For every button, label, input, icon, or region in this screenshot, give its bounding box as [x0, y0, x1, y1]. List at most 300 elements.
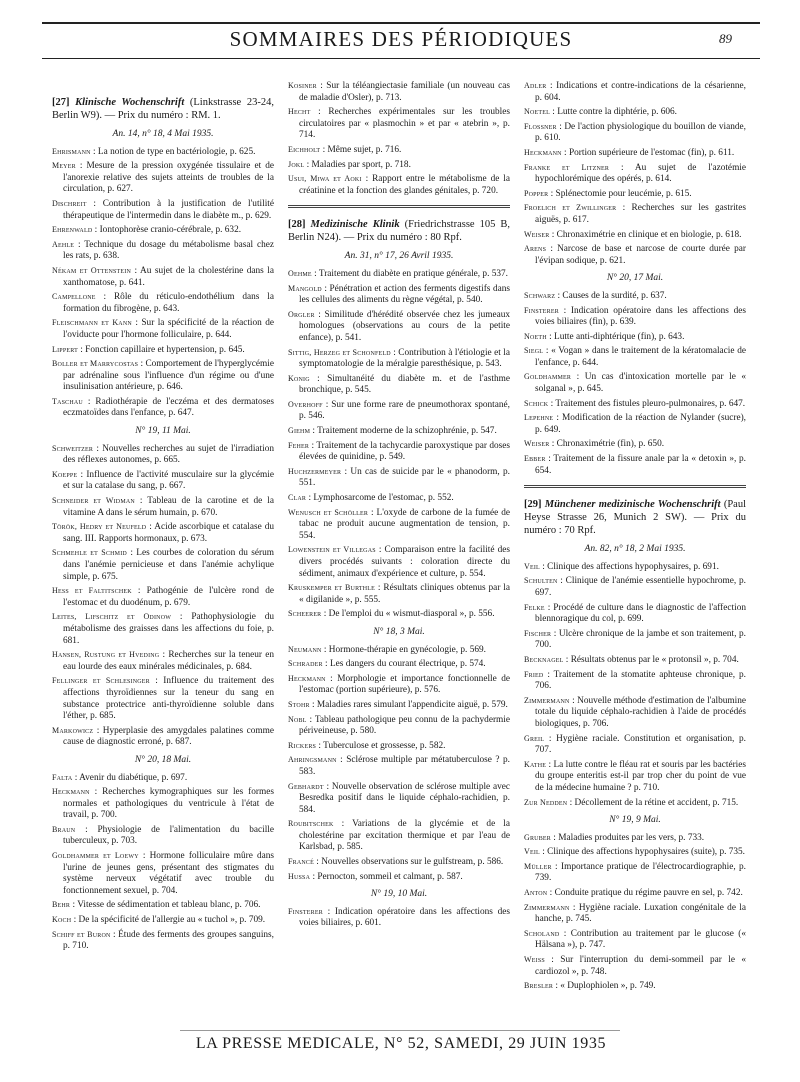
article-entry: [52, 396, 274, 420]
article-author: Hess et Faltitschek: [52, 586, 132, 596]
article-title: : Influence de l'activité musculaire sur la glycémie et sur la catalase du sang, p. 667.: [63, 469, 274, 492]
article-author: Fellinger et Schlesinger: [52, 676, 150, 686]
article-author: Weiser: [524, 229, 550, 239]
article-author: Scheerer: [288, 609, 322, 619]
article-author: Wenusch et Schöller: [288, 507, 369, 517]
issue-heading: An. 31, n° 17, 26 Avril 1935.: [344, 251, 454, 262]
article-author: Meyer: [52, 161, 76, 171]
article-author: Gruber: [524, 832, 551, 842]
article-title: : Chronaximétrie (fin), p. 650.: [549, 439, 665, 450]
article-title: : Pénétration et action des ferments digestifs dans les cellules des aliments du règne végétal, p. 540.: [299, 283, 510, 306]
article-entry: [52, 929, 274, 953]
journal-details: (Paul Heyse Strasse 26, Munich 2 SW). — Prix du numéro : 70 Rpf.: [524, 499, 746, 537]
article-entry: [524, 561, 746, 574]
article-entry: [52, 585, 274, 609]
article-entry: [524, 121, 746, 145]
article-title: : Tableau pathologique peu connu de la pachydermie périveineuse, p. 580.: [299, 714, 510, 737]
article-title: : Contribution à la justification de l'utilité thérapeutique de l'intermedin dans le diabète m., p. 629.: [63, 198, 274, 221]
article-entry: [524, 861, 746, 885]
column-middle: [288, 80, 510, 932]
article-author: Lippert: [52, 344, 78, 354]
article-author: Hecht: [288, 107, 311, 117]
article-author: Hussa: [288, 871, 311, 881]
article-title: : Avenir du diabétique, p. 697.: [72, 772, 188, 783]
article-author: Weiser: [524, 439, 550, 449]
article-entry: [52, 786, 274, 822]
article-title: : Clinique des affections hypophysaires, p. 691.: [539, 561, 719, 572]
article-title: : Comportement de l'hyperglycémie par adrénaline sous l'influence d'un régime ou d'une insulinisation antérieure, p. 646.: [63, 359, 274, 393]
article-entry: [524, 229, 746, 242]
article-author: Zimmermann: [524, 695, 570, 705]
footer-rule: [180, 1030, 620, 1031]
article-title: : Traitement du diabète en pratique générale, p. 537.: [311, 268, 508, 279]
article-author: Heckmann: [288, 673, 326, 683]
article-author: Fischer: [524, 628, 552, 638]
article-author: Hansen, Rustung et Hveding: [52, 650, 160, 660]
article-title: : Nouvelle observation de sclérose multiple avec Besredka positif dans le liquide céphalo-rachidien, p. 584.: [299, 781, 510, 815]
article-entry: [524, 954, 746, 978]
article-entry: [524, 832, 746, 845]
article-author: Ehrenwald: [52, 225, 93, 235]
article-entry: [52, 649, 274, 673]
article-author: Heckmann: [52, 787, 90, 797]
article-entry: [524, 695, 746, 731]
article-title: : Conduite pratique du régime pauvre en sel, p. 742.: [547, 888, 743, 899]
article-author: Braun: [52, 824, 76, 834]
article-author: Aehle: [52, 239, 75, 249]
article-author: Anton: [524, 888, 548, 898]
issue-heading: An. 82, n° 18, 2 Mai 1935.: [584, 544, 686, 555]
article-title: : La lutte contre le fléau rat et souris par les bactéries du groupe enteritis est-il par trop cher du point de vue de la médecine humaine ? p. 710.: [535, 759, 746, 793]
article-entry: [52, 521, 274, 545]
article-title: : Radiothérapie de l'eczéma et des dermatoses eczmatoïdes dans l'enfance, p. 647.: [63, 396, 274, 419]
article-author: Boller et Marrycostas: [52, 359, 139, 369]
article-entry: [288, 754, 510, 778]
article-title: : Nouvelles observations sur le gulfstream, p. 586.: [313, 857, 504, 868]
article-entry: [524, 453, 746, 477]
article-entry: [288, 906, 510, 930]
article-entry: [288, 268, 510, 281]
article-title: : Sur la spécificité de la réaction de l'oviducte pour l'hormone folliculaire, p. 644.: [63, 318, 274, 340]
article-entry: [288, 159, 510, 172]
article-entry: [52, 317, 274, 341]
article-author: Bresler: [524, 981, 554, 991]
article-title: : Fonction capillaire et hypertension, p. 645.: [77, 344, 245, 355]
article-title: : Physiologie de l'alimentation du bacille tuberculeux, p. 703.: [63, 824, 274, 847]
article-title: : Similitude d'hérédité observée chez les jumeaux homologues (observations au cours de la petite enfance), p. 541.: [299, 309, 510, 343]
article-title: : Sur une forme rare de pneumothorax spontané, p. 546.: [299, 399, 510, 422]
article-author: Ehrismann: [52, 146, 91, 156]
article-author: Schick: [524, 398, 549, 408]
article-author: Clar: [288, 493, 307, 503]
article-author: Heckmann: [524, 147, 562, 157]
article-author: Finsterer: [288, 906, 323, 916]
article-title: : Hormone folliculaire mûre dans l'urine de jeunes gens, présentant des stigmates du système nerveux végétatif avec trouble du fonctionnement sexuel, p. 704.: [63, 851, 274, 896]
article-author: Feher: [288, 440, 310, 450]
article-entry: [288, 644, 510, 657]
article-entry: [524, 290, 746, 303]
article-author: Schrader: [288, 659, 323, 669]
article-title: : Les courbes de coloration du sérum dans l'anémie pernicieuse et dans l'anémie achylique simple, p. 675.: [63, 548, 275, 582]
article-title: : Hygiène raciale. Luxation congénitale de la hanche, p. 745.: [535, 902, 746, 925]
article-title: : Rapport entre le métabolisme de la créatinine et la fonction des glandes génitales, p. 720.: [299, 174, 510, 196]
article-entry: [288, 283, 510, 307]
article-author: Ebber: [524, 454, 546, 464]
article-author: Noeth: [524, 331, 547, 341]
article-author: Oehme: [288, 268, 312, 278]
article-entry: [524, 797, 746, 810]
article-entry: [52, 495, 274, 519]
column-left: [52, 96, 274, 955]
journal-details: (Linkstrasse 23-24, Berlin W9). — Prix du numéro : RM. 1.: [52, 97, 274, 121]
article-entry: [524, 162, 746, 186]
article-entry: [288, 399, 510, 423]
article-entry: [524, 602, 746, 626]
article-author: Kathe: [524, 759, 547, 769]
article-title: : Résultats cliniques obtenus par la « digilanide », p. 555.: [299, 583, 510, 605]
article-author: Rickers: [288, 740, 317, 750]
article-entry: [52, 344, 274, 357]
article-entry: [52, 469, 274, 493]
article-author: Mangold: [288, 283, 322, 293]
article-title: : Morphologie et importance fonctionnelle de l'estomac (portion supérieure), p. 576.: [299, 673, 510, 696]
article-author: Konig: [288, 373, 310, 383]
article-title: : Traitement de la fissure anale par la « detoxin », p. 654.: [535, 454, 746, 476]
article-title: : Recherches expérimentales sur les troubles circulatoires par « plasmochin » et par « atebrin », p. 714.: [299, 107, 510, 141]
article-entry: [288, 80, 510, 104]
article-author: Sittig, Herzeg et Schonfeld: [288, 347, 391, 357]
article-entry: [524, 243, 746, 267]
article-author: Jokl: [288, 159, 305, 169]
article-author: Nékam et Ottenstein: [52, 265, 131, 275]
article-entry: [52, 265, 274, 289]
article-entry: [52, 224, 274, 237]
article-author: Scholand: [524, 928, 560, 938]
journal-details: (Friedrichstrasse 105 B, Berlin N24). — Prix du numéro : 80 Rpf.: [288, 219, 511, 244]
column-right: [524, 80, 746, 995]
article-author: Franke et Litzner: [524, 162, 610, 172]
article-author: Weiss: [524, 955, 545, 965]
article-author: Müller: [524, 861, 552, 871]
section-divider: [524, 485, 746, 488]
article-entry: [52, 824, 274, 848]
article-title: : Même sujet, p. 716.: [320, 144, 402, 155]
article-author: Ahringsmann: [288, 755, 337, 765]
article-author: Francé: [288, 857, 314, 867]
article-entry: [288, 425, 510, 438]
article-author: Finsterer: [524, 305, 559, 315]
article-entry: [524, 887, 746, 900]
article-title: : Indication opératoire dans les affections des voies biliaires, p. 601.: [299, 906, 510, 929]
article-author: Nobl: [288, 714, 307, 724]
article-entry: [52, 291, 274, 315]
page-title: SOMMAIRES DES PÉRIODIQUES: [229, 27, 573, 51]
article-entry: [288, 507, 510, 543]
article-title: : Décollement de la rétine et accident, p. 715.: [567, 797, 739, 808]
article-title: : Indications et contre-indications de la césarienne, p. 604.: [535, 81, 746, 103]
article-author: Goldhammer: [524, 372, 572, 382]
article-author: Schneider et Widman: [52, 496, 135, 506]
article-entry: [524, 80, 746, 104]
article-author: Neumann: [288, 644, 322, 654]
article-entry: [288, 658, 510, 671]
article-entry: [288, 440, 510, 464]
article-title: : Étude des ferments des groupes sanguins, p. 710.: [63, 929, 274, 952]
article-title: : Hormone-thérapie en gynécologie, p. 569.: [321, 644, 486, 655]
article-title: : Lymphosarcome de l'estomac, p. 552.: [306, 493, 454, 504]
article-author: Kruskemper et Burthle: [288, 583, 376, 593]
article-title: : La notion de type en bactériologie, p. 625.: [90, 146, 256, 157]
issue-heading: An. 14, n° 18, 4 Mai 1935.: [112, 129, 214, 139]
article-title: : Traitement des fistules pleuro-pulmonaires, p. 647.: [548, 398, 746, 409]
article-entry: [524, 733, 746, 757]
journal-heading: [52, 96, 274, 122]
article-title: : Vitesse de sédimentation et tableau blanc, p. 706.: [70, 900, 261, 911]
article-title: : De l'emploi du « wismut-diasporal », p. 556.: [321, 609, 495, 620]
article-title: : Maladies produites par les vers, p. 733.: [550, 832, 705, 843]
article-author: Schulten: [524, 576, 558, 586]
article-title: : Pernocton, sommeil et calmant, p. 587.: [310, 871, 463, 882]
article-title: : Portion supérieure de l'estomac (fin), p. 611.: [561, 147, 735, 158]
issue-heading: N° 19, 10 Mai.: [370, 889, 428, 900]
article-entry: [52, 675, 274, 722]
article-entry: [524, 654, 746, 667]
article-entry: [524, 412, 746, 436]
article-entry: [288, 466, 510, 490]
article-title: : Pathophysiologie du métabolisme des graisses dans les affections du foie, p. 681.: [63, 612, 274, 646]
journal-title: Klinische Wochenschrift: [75, 97, 185, 108]
article-title: : Contribution à l'étiologie et la symptomatologie de la méralgie paresthésique, p. 543.: [299, 347, 510, 370]
article-entry: [524, 575, 746, 599]
article-title: : Importance pratique de l'électrocardiographie, p. 739.: [535, 861, 746, 884]
article-entry: [52, 146, 274, 159]
article-author: Schiff et Buron: [52, 929, 111, 939]
article-entry: [288, 856, 510, 869]
article-author: Lowenstein et Villegas: [288, 545, 376, 555]
article-title: : Acide ascorbique et catalase du sang. III. Rapports hormonaux, p. 673.: [63, 522, 274, 544]
article-author: Fried: [524, 669, 544, 679]
article-entry: [52, 239, 274, 263]
article-author: Popper: [524, 188, 549, 198]
article-entry: [288, 173, 510, 197]
article-author: Campellone: [52, 292, 96, 302]
article-title: : Narcose de base et narcose de courte durée par l'évipan sodique, p. 621.: [535, 244, 746, 266]
article-entry: [52, 358, 274, 394]
article-title: : Maladies rares simulant l'appendicite aiguë, p. 579.: [309, 699, 508, 710]
article-title: : Mesure de la pression oxygénée tissulaire et de l'anorexie relative des sujets atteints de troubles de la circulation, p. 627.: [63, 161, 274, 195]
article-title: : Technique du dosage du métabolisme basal chez les rats, p. 638.: [63, 239, 274, 262]
article-author: Froelich et Zwillinger: [524, 203, 617, 213]
journal-number: [29]: [524, 499, 545, 511]
article-title: : Chronaximétrie en clinique et en biologie, p. 618.: [549, 229, 742, 240]
article-entry: [52, 850, 274, 897]
article-entry: [288, 309, 510, 345]
article-author: Schmehle et Schmid: [52, 548, 127, 558]
section-divider: [288, 205, 510, 208]
article-author: Fleischmann et Kann: [52, 318, 132, 328]
article-author: Veil: [524, 847, 540, 857]
article-author: Behr: [52, 900, 71, 910]
article-entry: [524, 846, 746, 859]
article-title: : « Duplophiolen », p. 749.: [553, 981, 656, 992]
article-author: Gebhardt: [288, 781, 324, 791]
article-author: Schweitzer: [52, 443, 94, 453]
issue-heading: N° 20, 18 Mai.: [134, 754, 192, 765]
article-author: Becknagel: [524, 654, 564, 664]
article-entry: [52, 899, 274, 912]
article-title: : Hygiène raciale. Constitution et organisation, p. 707.: [535, 733, 746, 756]
page-number: 89: [719, 31, 732, 46]
article-author: Arens: [524, 244, 547, 254]
article-author: Veil: [524, 561, 540, 571]
article-entry: [524, 980, 746, 993]
article-author: Dischreit: [52, 198, 87, 208]
article-entry: [524, 345, 746, 369]
article-entry: [288, 608, 510, 621]
article-title: : Traitement moderne de la schizophrénie, p. 547.: [310, 426, 497, 437]
article-author: Orgler: [288, 309, 315, 319]
article-author: Lepehne: [524, 413, 554, 423]
article-entry: [288, 582, 510, 606]
article-author: Siegl: [524, 346, 544, 356]
article-title: : Lutte anti-diphtérique (fin), p. 643.: [546, 331, 685, 342]
article-author: Goldhammer et Loewy: [52, 851, 139, 861]
article-entry: [52, 611, 274, 647]
article-title: : Maladies par sport, p. 718.: [304, 159, 411, 170]
article-author: Koeppe: [52, 469, 78, 479]
article-author: Taschau: [52, 396, 83, 406]
article-title: : De l'action physiologique du bouillon de viande, p. 610.: [535, 121, 746, 144]
article-title: : De la spécificité de l'allergie au « tuchol », p. 709.: [71, 915, 266, 926]
article-title: : Recherches kymographiques sur les formes normales et pathologiques du ventricule à l'état de travail, p. 700.: [63, 787, 274, 821]
article-entry: [288, 673, 510, 697]
article-title: : Indication opératoire dans les affections des voies biliaires (fin), p. 639.: [535, 305, 746, 328]
article-title: : Un cas de suicide par le « phanodorm, p. 551.: [299, 466, 510, 489]
article-title: : Causes de la surdité, p. 637.: [555, 290, 667, 301]
issue-heading: N° 19, 11 Mai.: [135, 426, 191, 437]
article-entry: [524, 398, 746, 411]
article-title: : « Vogan » dans le traitement de la kératomalacie de l'enfance, p. 644.: [535, 346, 746, 368]
article-entry: [288, 818, 510, 854]
article-title: : Clinique des affections hypophysaires (suite), p. 735.: [539, 847, 746, 858]
article-entry: [524, 331, 746, 344]
article-entry: [52, 772, 274, 785]
article-author: Török, Hedry et Neufeld: [52, 522, 147, 532]
article-entry: [524, 902, 746, 926]
article-entry: [524, 759, 746, 795]
article-entry: [288, 781, 510, 817]
article-title: : Tuberculose et grossesse, p. 582.: [316, 740, 446, 751]
article-title: : Sur l'interruption du demi-sommeil par le « cardiozol », p. 748.: [535, 955, 746, 977]
article-entry: [524, 928, 746, 952]
article-title: : Tableau de la carotine et de la vitamine A dans le sérum humain, p. 670.: [63, 496, 274, 518]
article-entry: [288, 699, 510, 712]
article-author: Eichholt: [288, 144, 321, 154]
article-author: Flossner: [524, 121, 557, 131]
article-author: Greil: [524, 733, 545, 743]
article-entry: [288, 144, 510, 157]
article-title: : Sclérose multiple par métatuberculose ? p. 583.: [299, 755, 510, 777]
article-entry: [288, 106, 510, 142]
article-author: Kosiner: [288, 81, 317, 90]
article-author: Stohr: [288, 699, 310, 709]
issue-heading: N° 19, 9 Mai.: [609, 815, 661, 826]
article-title: : Les dangers du courant électrique, p. 574.: [322, 659, 486, 670]
article-entry: [524, 438, 746, 451]
article-title: : Résultats obtenus par le « protonsil », p. 704.: [563, 654, 739, 665]
article-title: : Recherches sur la teneur en eau lourde des eaux minérales médicinales, p. 684.: [63, 650, 274, 672]
article-title: : L'oxyde de carbone de la fumée de tabac ne produit aucune augmentation de tension, p. 554.: [299, 507, 510, 541]
issue-heading: N° 20, 17 Mai.: [606, 273, 664, 284]
article-entry: [52, 443, 274, 467]
journal-heading: [288, 205, 510, 244]
article-title: : Au sujet de la cholestérine dans la xanthomatose, p. 641.: [63, 265, 274, 288]
article-title: : Ulcère chronique de la jambe et son traitement, p. 700.: [535, 628, 746, 651]
article-author: Giehm: [288, 426, 311, 436]
article-title: : Iontophorèse cranio-cérébrale, p. 632.: [92, 225, 242, 236]
article-title: : Influence du traitement des affections thyroïdiennes sur la teneur du sang en substance protectrice anti-thyroïdienne soluble dans l'éther, p. 685.: [63, 676, 274, 722]
article-entry: [524, 371, 746, 395]
article-entry: [524, 106, 746, 119]
article-entry: [524, 188, 746, 201]
article-entry: [288, 740, 510, 753]
article-title: : Nouvelles recherches au sujet de l'irradiation des réflexes autonomes, p. 665.: [63, 443, 274, 466]
article-title: : Sur la téléangiectasie familiale (un nouveau cas de maladie d'Osler), p. 713.: [299, 81, 510, 103]
article-author: Zur Nedden: [524, 797, 568, 807]
article-entry: [288, 714, 510, 738]
article-title: : Lutte contre la diphtérie, p. 606.: [549, 107, 678, 118]
article-author: Leites, Lifschitz et Odinow: [52, 612, 172, 622]
article-title: : Rôle du réticulo-endothélium dans la formation du fibrogène, p. 643.: [63, 292, 274, 314]
article-author: Schwarz: [524, 290, 556, 300]
article-entry: [288, 871, 510, 884]
article-title: : Variations de la glycémie et de la cholestérine par excitation thermique et par l'eau de Karlsbad, p. 585.: [299, 819, 510, 853]
article-author: Felke: [524, 602, 545, 612]
journal-title: Medizinische Klinik: [310, 219, 400, 231]
article-title: : Procédé de culture dans le diagnostic de l'affection blennoragique du col, p. 699.: [535, 602, 746, 625]
article-entry: [524, 202, 746, 226]
article-title: : Modification de la réaction de Nylander (sucre), p. 649.: [535, 413, 746, 435]
article-title: : Au sujet de l'azotémie hypochlorémique des opérés, p. 614.: [535, 162, 747, 185]
journal-heading: [524, 485, 746, 537]
article-author: Noetel: [524, 107, 550, 117]
article-author: Zimmermann: [524, 902, 570, 912]
article-title: : Pathogénie de l'ulcère rond de l'estomac et du duodénum, p. 679.: [63, 586, 274, 608]
article-entry: [524, 305, 746, 329]
journal-number: [28]: [288, 219, 311, 231]
article-title: : Simultanéité du diabète m. et de l'asthme bronchique, p. 545.: [299, 373, 510, 396]
article-author: Huchzermeyer: [288, 466, 342, 476]
article-title: : Traitement de la stomatite aphteuse chronique, p. 706.: [535, 669, 746, 692]
article-entry: [288, 373, 510, 397]
article-title: : Clinique de l'anémie essentielle hypochrome, p. 697.: [535, 576, 746, 598]
article-entry: [52, 198, 274, 222]
article-author: Falta: [52, 772, 73, 782]
journal-title: Münchener medizinische Wochenschrift: [544, 499, 721, 511]
article-title: : Comparaison entre la facilité des divers procédés suivants : coloration directe du sédiment, animaux d'expérience et culture, p. 554.: [299, 545, 510, 579]
article-entry: [524, 147, 746, 160]
article-entry: [524, 628, 746, 652]
journal-number: [27]: [52, 97, 76, 108]
article-entry: [52, 160, 274, 196]
article-title: : Nouvelle méthode d'estimation de l'albumine totale du liquide céphalo-rachidien à l'aide de procédés biologiques, p. 706.: [535, 695, 746, 729]
article-title: : Contribution au traitement par le glucose (« Hälsana »), p. 747.: [535, 928, 746, 951]
header-top-rule: [42, 22, 760, 24]
article-author: Adler: [524, 81, 547, 90]
issue-heading: N° 18, 3 Mai.: [373, 626, 425, 637]
article-title: : Hyperplasie des amygdales palatines comme cause de diagnostic erroné, p. 687.: [63, 725, 274, 748]
article-title: : Traitement de la tachycardie paroxystique par doses élevées de quinidine, p. 549.: [299, 440, 510, 463]
